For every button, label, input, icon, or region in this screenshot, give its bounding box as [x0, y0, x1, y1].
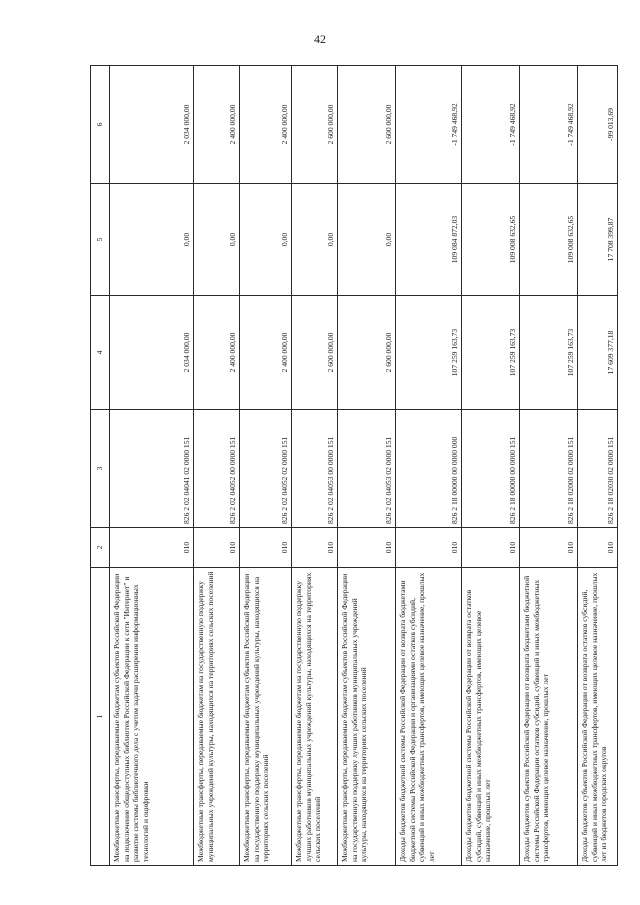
table-row [194, 66, 240, 866]
row-code-cell: 010 [292, 528, 338, 568]
table-row [110, 66, 194, 866]
row-approved-cell: 107 259 163,73 [396, 296, 462, 410]
row-code-cell: 010 [110, 528, 194, 568]
page-number: 42 [314, 32, 326, 46]
row-kbk-cell: 826 2 02 04052 02 0000 151 [240, 410, 292, 528]
row-kbk-cell: 826 2 18 02000 02 0000 151 [520, 410, 578, 528]
row-kbk-cell: 826 2 02 04052 00 0000 151 [194, 410, 240, 528]
row-unexecuted-cell: 2 400 000,00 [240, 66, 292, 184]
row-code-cell: 010 [396, 528, 462, 568]
row-name-cell: Межбюджетные трансферты, передаваемые бюджетам субъектов Российской Федерации на подключение общедоступных библиотек Российской Федерации к сети "Интернет" и развитие системы библиотечного дела с учетом задачи расширения информационных технологий и оцифровки [110, 568, 194, 866]
row-unexecuted-cell: -1 749 468,92 [396, 66, 462, 184]
row-executed-cell: 109 084 872,03 [396, 184, 462, 296]
row-executed-cell: 109 008 632,65 [462, 184, 520, 296]
row-executed-cell: 109 008 632,65 [520, 184, 578, 296]
row-name-cell: Межбюджетные трансферты, передаваемые бюджетам на государственную поддержку муниципальных учреждений культуры, находящихся на территориях сельских поселений [194, 568, 240, 866]
row-unexecuted-cell: 2 600 000,00 [338, 66, 396, 184]
table-row [240, 66, 292, 866]
table-row [292, 66, 338, 866]
header-col-6: 6 [91, 66, 110, 184]
row-name-cell: Межбюджетные трансферты, передаваемые бюджетам субъектов Российской Федерации на государственную поддержку муниципальных учреждений культуры, находящихся на территориях сельских поселений [240, 568, 292, 866]
row-approved-cell: 2 400 000,00 [240, 296, 292, 410]
table-row [338, 66, 396, 866]
row-kbk-cell: 826 2 18 00000 00 0000 000 [396, 410, 462, 528]
row-executed-cell: 0,00 [292, 184, 338, 296]
row-kbk-cell: 826 2 02 04041 02 0000 151 [110, 410, 194, 528]
row-name-cell: Межбюджетные трансферты, передаваемые бюджетам на государственную поддержку лучших работников муниципальных учреждений культуры, находящихся на территориях сельских поселений [292, 568, 338, 866]
row-unexecuted-cell: -1 749 468,92 [520, 66, 578, 184]
revenue-table [90, 65, 618, 866]
row-kbk-cell: 826 2 18 02030 02 0000 151 [578, 410, 618, 528]
header-col-5: 5 [91, 184, 110, 296]
header-col-3: 3 [91, 410, 110, 528]
row-kbk-cell: 826 2 02 04053 00 0000 151 [292, 410, 338, 528]
row-executed-cell: 0,00 [240, 184, 292, 296]
row-name-cell: Межбюджетные трансферты, передаваемые бюджетам субъектов Российской Федерации на государственную поддержку лучших работников муниципальных учреждений культуры, находящихся на территориях сельских поселений [338, 568, 396, 866]
rotated-table-sheet [90, 66, 616, 866]
row-approved-cell: 2 400 000,00 [194, 296, 240, 410]
header-col-2: 2 [91, 528, 110, 568]
row-code-cell: 010 [194, 528, 240, 568]
row-code-cell: 010 [578, 528, 618, 568]
header-col-4: 4 [91, 296, 110, 410]
row-approved-cell: 107 259 163,73 [520, 296, 578, 410]
table-row [462, 66, 520, 866]
row-approved-cell: 2 034 000,00 [110, 296, 194, 410]
table-row [520, 66, 578, 866]
row-name-cell: Доходы бюджетов субъектов Российской Федерации от возврата остатков субсидий, субвенций и иных межбюджетных трансфертов, имеющих целевое назначение, прошлых лет из бюджетов городских округов [578, 568, 618, 866]
table-body [91, 66, 618, 866]
row-executed-cell: 0,00 [338, 184, 396, 296]
header-col-1: 1 [91, 568, 110, 866]
row-unexecuted-cell: -99 013,69 [578, 66, 618, 184]
row-executed-cell: 0,00 [194, 184, 240, 296]
table-row [578, 66, 618, 866]
row-unexecuted-cell: 2 034 000,00 [110, 66, 194, 184]
row-approved-cell: 2 600 000,00 [292, 296, 338, 410]
row-executed-cell: 0,00 [110, 184, 194, 296]
row-approved-cell: 17 609 377,18 [578, 296, 618, 410]
row-name-cell: Доходы бюджетов субъектов Российской Федерации от возврата бюджетами бюджетной системы Российской Федерации остатков субсидий, субвенций и иных межбюджетных трансфертов, имеющих целевое назначение, прошлых лет [520, 568, 578, 866]
row-code-cell: 010 [338, 528, 396, 568]
row-approved-cell: 107 259 163,73 [462, 296, 520, 410]
row-executed-cell: 17 708 399,87 [578, 184, 618, 296]
row-kbk-cell: 826 2 02 04053 02 0000 151 [338, 410, 396, 528]
header-row [91, 66, 110, 866]
table-row [396, 66, 462, 866]
row-unexecuted-cell: 2 600 000,00 [292, 66, 338, 184]
row-code-cell: 010 [462, 528, 520, 568]
row-name-cell: Доходы бюджетов бюджетной системы Российской Федерации от возврата бюджетами бюджетной системы Российской Федерации и организациями остатков субсидий, субвенций и иных межбюджетных трансфертов, имеющих целевое назначение, прошлых лет [396, 568, 462, 866]
row-name-cell: Доходы бюджетов бюджетной системы Российской Федерации от возврата остатков субсидий, субвенций и иных межбюджетных трансфертов, имеющих целевое назначение, прошлых лет [462, 568, 520, 866]
row-unexecuted-cell: -1 749 468,92 [462, 66, 520, 184]
row-kbk-cell: 826 2 18 00000 00 0000 151 [462, 410, 520, 528]
row-approved-cell: 2 600 000,00 [338, 296, 396, 410]
row-code-cell: 010 [520, 528, 578, 568]
row-unexecuted-cell: 2 400 000,00 [194, 66, 240, 184]
row-code-cell: 010 [240, 528, 292, 568]
